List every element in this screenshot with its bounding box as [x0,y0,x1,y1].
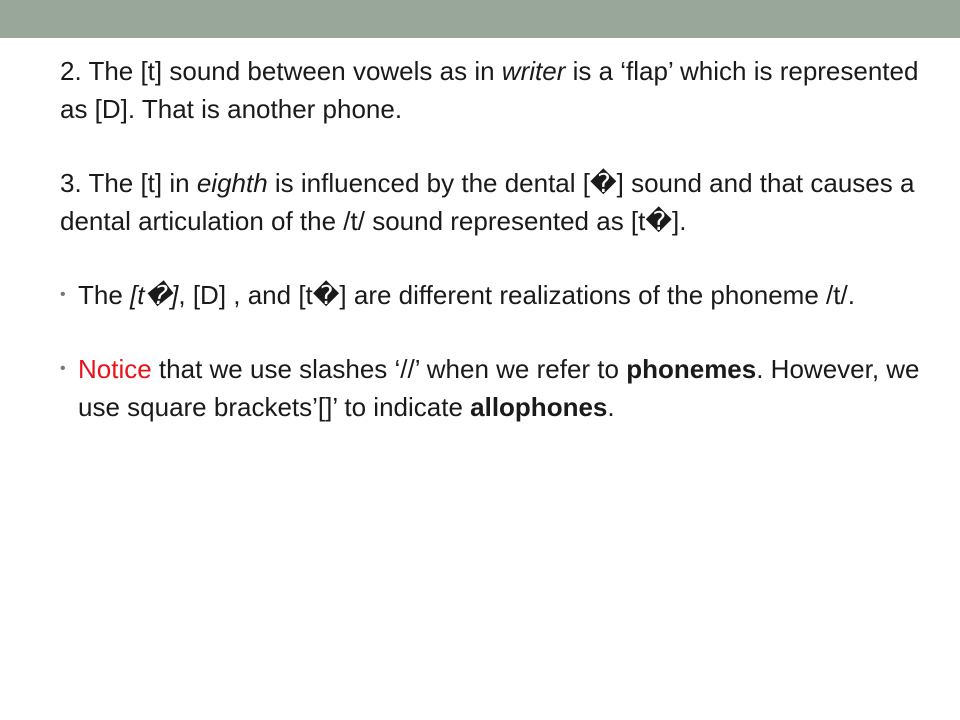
word-allophones: allophones [470,392,608,422]
bullet-realizations [60,276,920,314]
bullet-notice-text-1: that we use slashes ‘//’ when we refer to [151,354,627,384]
bullet-realizations-italic: [t�] [130,280,179,310]
bullet-notice-text-2: . However, we use square brackets’[]’ to indicate [78,354,920,422]
top-accent-bar [0,0,960,38]
paragraph-flap [60,52,920,128]
bullet-dot-icon: • [60,286,66,303]
bullet-list [60,276,920,426]
slide-body [60,52,920,426]
paragraph-dental-text-1: 3. The [t] in [60,168,197,198]
word-eighth: eighth [196,168,268,198]
word-phonemes: phonemes [626,354,757,384]
paragraph-dental-text-2: is influenced by the dental [�] sound and that causes a dental articulation of the /t/ sound represented as [t�]. [60,168,915,236]
paragraph-dental [60,164,920,240]
bullet-realizations-text-1: The [78,280,131,310]
word-writer: writer [501,56,566,86]
bullet-dot-icon: • [60,360,66,377]
word-notice: Notice [78,354,152,384]
paragraph-flap-text-1: 2. The [t] sound between vowels as in [60,56,502,86]
paragraph-flap-text-2: is a ‘flap’ which is represented as [D]. That is another phone. [60,56,919,124]
bullet-realizations-text-2: , [D] , and [t�] are different realizations of the phoneme /t/. [178,280,855,310]
bullet-notice [60,350,920,426]
bullet-notice-text-3: . [607,392,615,422]
